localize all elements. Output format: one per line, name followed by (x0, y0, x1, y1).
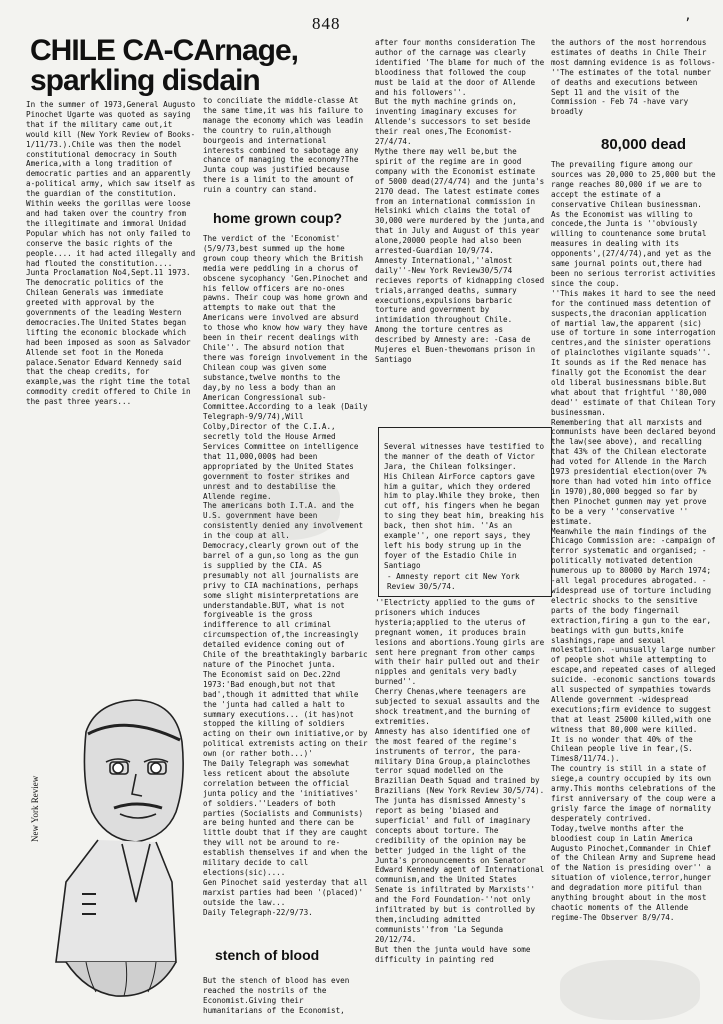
cartoon-credit: New York Review (30, 775, 40, 842)
victor-jara-box (378, 427, 552, 597)
page-number: 848 (312, 14, 341, 33)
column-3-bottom-text: ''Electricty applied to the gums of prisoners which induces hysteria;applied to the uterus of pregnant women, it produces brain lesions and abortions.Young girls are sent here pregnant from other camps with their hair pulled out and their nipples and genitals very badly burned''. Cherry Chenas,where teenagers are subjected to sexual assaults and the shock treatment,and the burning of extremities. Amnesty has also identified one of the most feared of the regime's instruments of terror, the para-military Dina Group,a plainclothes terror squad modelled on the Brazilian Death Squad and trained by Brazilians (New York Review 30/5/74). The junta has dismissed Amnesty's report as being 'biased and superficial' and full of imaginary concepts about torture. The credibility of the opinion may be better judged in the light of the Junta's pronouncements on Senator Edward Kennedy agent of International communism,and the United States Senate is infiltrated by Marxists'' and the Ford Foundation-''not only infiltrated by but is controlled by them,including admitted communists''from 'La Segunda 20/12/74. But then the junta would have some difficulty in painting red (375, 598, 545, 964)
corner-mark: ’ (684, 16, 692, 30)
column-1-text: In the summer of 1973,General Augusto Pinochet Ugarte was quoted as saying that if the military came out,it would kill (New York Review of Books-1/11/73.).Chile was then the model constitutional democracy in South America,with a long tradition of democratic parties and an apparently a-political army, which saw itself as the guardian of the constitution. Within weeks the gorillas were loose and had taken over the country from the illegitimate and immoral Unidad Popular which has not only failed to conserve the basic rights of the people.... it had acted illegally and had flouted the constitution.... Junta Proclamation No4,Sept.11 1973. The democratic politics of the Chilean Generals was immediate greeted with approval by the governments of the leading Western democracies.The United States began lifting the economic blockade which had been imposed as soon as Salvador Allende set foot in the Moneda palace.Senator Edward Kennedy said that the cheap credits, for example,was the right time the total commodity credit offered to Chile in the past three years... (26, 100, 196, 407)
column-3-top-text: after four months consideration The author of the carnage was clearly identified 'The blame for much of the bloodiness that followed the coup must be laid at the door of Allende and his followers''. But the myth machine grinds on, inventing imaginary excuses for Allende's successors to set beside their real ones,The Economist-27/4/74. Mythe there may well be,but the spirit of the regime are in good company with the Economist estimate of 5000 dead(27/4/74) and the junta's 2170 dead. The latest estimate comes from an international commission in Helsinki which claims the total of 30,000 were murdered by the junta,and that in July and August of this year alone,20000 people had also been arrested-Guardian 10/9/74. Amnesty International,''almost daily''-New York Review30/5/74 recieves reports of kidnapping closed trials,arranged deaths, summary executions,expulsions barbaric torture and government by intimidation throughout Chile. Among the torture centres as described by Amnesty are: -Casa de Mujeres el Buen-thewomans prison in Santiago (375, 38, 545, 364)
victor-jara-box-text: Several witnesses have testified to the manner of the death of Victor Jara, the Chilean folksinger. His Chilean AirForce captors gave him a guitar, which they ordered him to play.While they broke, then cut off, his fingers when he began to sing they beat him, breaking his back, then shot him. ''As an example'', one report says, they left his body strung up in the foyer of the Estadio Chile in Santiago (384, 441, 545, 570)
column-2-top-text: to conciliate the middle-classe At the same time,it was his failure to manage the economy which was leadin the country to ruin,although bourgeois and international interests combined to sabotage any chance of managing the economy?The Junta coup was justified because there is a limit to the amount of ruin a country can stand. (203, 96, 364, 195)
subhead-80000-dead: 80,000 dead (601, 136, 687, 153)
column-4-main-text: The prevailing figure among our sources was 20,000 to 25,000 but the range reaches 80,000 if we are to accept the estimate of a conservative Chilean businessman. As the Economist was willing to concede,the Junta is ''obviously willing to countenance some brutal measures in dealing with its opponents',(27/4/74),and yet as the same journal points out,there had been no serious terrorist activities since the coup. ''This makes it hard to see the need for the continued mass detention of suspects,the draconian application of martial law,the apparent (sic) use of torture in some interrogation centres,and the sinister operations of plainclothes vigilante squads''. It sounds as if the Red menace has finally got the Economist the dear old liberal businessmans bible.But what about that frightful ''80,000 dead'' estimate of that Chilean Tory businessman. Remembering that all marxists and communists have been declared beyond the law(see above), and recalling that 43% of the Chilean electorate had voted for Allende in the March 1973 presidential election(over 7% more than had voted him into office in 1970),80,000 begged so far by then Pinochet gunmen may yet prove to be a very ''conservative '' estimate. Meanwhile the main findings of the Chicago Commission are: -campaign of terror systematic and organised; -politically motivated detention numerous up to 80000 by March 1974; -all legal procedures abrogated. -widespread use of torture including electric shocks to the sensitive parts of the body fingernail extraction,firing a gun to the ear, beatings with gun butts,knife slashings,rape and sexual molestation. -unusually large number of people shot while attempting to escape,and repeated cases of alleged suicide. -economic sanctions towards all suspected of sympathies towards Allende government -widespread executions;firm evidence to suggest that at least 25000 killed,with one witness that 80,000 were killed. It is no wonder that 40% of the Chilean people live in fear,(S. Times8/11/74.). The country is still in a state of siege,a country occupied by its own army.This months celebrations of the first anniversary of the coup were a grisly farce the image of normality desperately contrived. Today,twelve months after the bloodiest coup in Latin America Augusto Pinochet,Commander in Chief of the Chilean Army and Supreme head of the Nation is presiding over'' a situation of violence,terror,hunger and degradation more pitiful than anything brought about in the most chaotic moments of the Allende regime-The Observer 8/9/74. (551, 160, 716, 922)
column-2-mid-text: The verdict of the 'Economist' (5/9/73,best summed up the home grown coup theory which the British media were peddling in a chorus of obscene sycophancy 'Gen.Pinochet and his fellow officers are no-ones pawns. Their coup was home grown and attempts to make out that the Americans were involved are absurd to those who know how wary they have been in their recent dealings with Chile''. The absurd notion that there was foreign involvement in the Chilean coup was given some substance,twelve months to the day,by no less a body than an American Congressional sub-Committee.According to a leak (Daily Telegraph-9/9/74),Will Colby,Director of the C.I.A., secretly told the House Armed Services Committee on intelligence that 11,000,000$ had been appropriated by the United States government to foster strikes and unrest and to destabilise the Allende regime. The americans both I.T.A. and the U.S. government have been consistently denied any involvement in the coup at all. Democracy,clearly grown out of the barrel of a gun,so long as the gun is supplied by the CIA. AS presumably not all journalists are privy to CIA machinations, perhaps some slight misinterpretations are understandable.BUT, what is not forgiveable is the gross indifference to all criminal circumspection of,the increasingly detailed evidence coming out of Chile of the breathtakingly barbaric nature of the Pinochet junta. The Economist said on Dec.22nd 1973:'Bad enough,but not that bad',though it admitted that while the 'junta had called a halt to summary executions... (it has)not stopped the killing of soldiers acting on their own initiative,or by political extremists acting on their own (or rather both...)' The Daily Telegraph was somewhat less reticent about the absolute correlation between the official junta policy and the 'initiatives' of soldiers.''Leaders of both parties (Socialists and Communists) are being hunted and there can be little doubt that if they are caught they will not be around to re-establish themselves if and when the military decide to call elections(sic).... Gen Pinochet said yesterday that all marxist parties had been '(placed)' outside the law... Daily Telegraph-22/9/73. (203, 234, 368, 917)
headline: CHILE CA-CArnage, sparkling disdain (30, 34, 299, 97)
caricature-drawing (26, 662, 198, 1002)
print-smudge (210, 470, 340, 540)
subhead-home-grown-coup: home grown coup? (213, 210, 343, 226)
subhead-stench-of-blood: stench of blood (215, 947, 320, 963)
column-2-bottom-text: But the stench of blood has even reached the nostrils of the Economist.Giving their humanitarians of the Economist, (203, 976, 350, 1015)
pinochet-caricature (26, 662, 198, 1002)
print-smudge (560, 960, 700, 1020)
column-4-top-text: the authors of the most horrendous estimates of deaths in Chile Their most damning evidence is as follows-''The estimates of the total number of deaths and executions between Sept 11 and the visit of the Commission - Feb 74 -have vary broadly (551, 38, 716, 117)
victor-jara-box-source: - Amnesty report cit New York Review 30/5/74. (387, 572, 520, 592)
